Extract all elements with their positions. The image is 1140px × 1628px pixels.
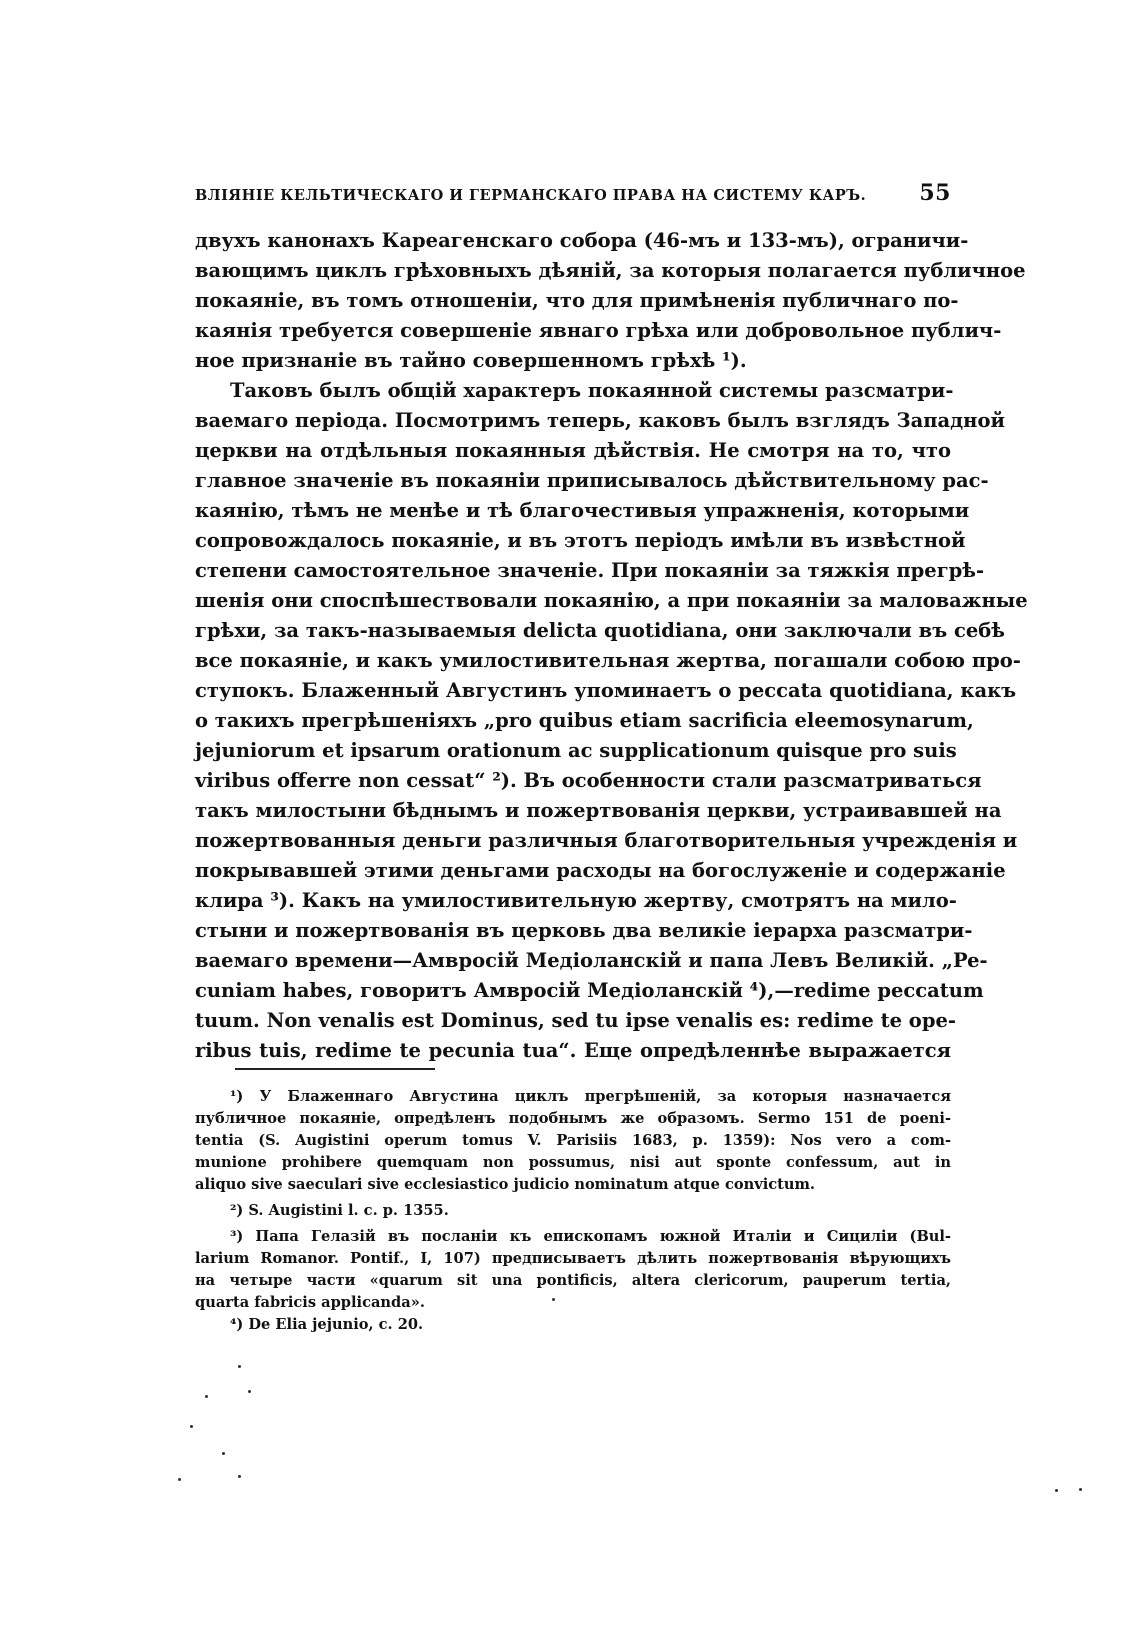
body-line: ступокъ. Блаженный Августинъ упоминаетъ о peccata quotidiana, какъ bbox=[195, 679, 1017, 702]
scan-speck bbox=[552, 1298, 555, 1301]
body-line: такъ милостыни бѣднымъ и пожертвованія церкви, устраивавшей на bbox=[195, 799, 1002, 822]
scan-speck bbox=[190, 1425, 193, 1428]
body-line: покрывавшей этими деньгами расходы на богослуженіе и содержаніе bbox=[195, 859, 1006, 882]
scan-speck bbox=[238, 1365, 241, 1368]
body-line: церкви на отдѣльныя покаянныя дѣйствія. Не смотря на то, что bbox=[195, 439, 951, 462]
body-line: ribus tuis, redime te pecunia tua“. Еще опредѣленнѣе выражается bbox=[195, 1039, 951, 1062]
footnote-line: munione prohibere quemquam non possumus, nisi aut sponte confessum, aut in bbox=[195, 1154, 951, 1171]
footnote-line: ⁴) De Elia jejunio, c. 20. bbox=[230, 1316, 424, 1333]
body-line: о такихъ прегрѣшеніяхъ „pro quibus etiam sacrificia eleemosynarum, bbox=[195, 709, 974, 732]
footnote-line: на четыре части «quarum sit una pontificis, altera clericorum, pauperum tertia, bbox=[195, 1272, 951, 1289]
body-line: Таковъ былъ общій характеръ покаянной системы разсматри- bbox=[230, 379, 954, 402]
body-line: все покаяніе, и какъ умилостивительная жертва, погашали собою про- bbox=[195, 649, 1021, 672]
body-line: tuum. Non venalis est Dominus, sed tu ipse venalis es: redime te ope- bbox=[195, 1009, 956, 1032]
footnote-line: ²) S. Augistini l. c. p. 1355. bbox=[230, 1202, 449, 1219]
footnotes bbox=[195, 1086, 951, 1336]
body-line: каянія требуется совершеніе явнаго грѣха или добровольное публич- bbox=[195, 319, 1002, 342]
footnote-divider bbox=[235, 1068, 435, 1070]
scan-speck bbox=[1079, 1488, 1082, 1491]
footnote-line: ¹) У Блаженнаго Августина циклъ прегрѣшеній, за которыя назначается bbox=[230, 1088, 951, 1105]
body-line: пожертвованныя деньги различныя благотворительныя учрежденія и bbox=[195, 829, 1018, 852]
scan-speck bbox=[1055, 1489, 1058, 1492]
footnote-line: aliquo sive saeculari sive ecclesiastico judicio nominatum atque convictum. bbox=[195, 1176, 815, 1193]
footnote-line: larium Romanor. Pontif., I, 107) предписываетъ дѣлить пожертвованія вѣрующихъ bbox=[195, 1250, 951, 1267]
body-line: клира ³). Какъ на умилостивительную жертву, смотрятъ на мило- bbox=[195, 889, 957, 912]
body-text bbox=[195, 226, 1028, 1066]
body-line: сопровождалось покаяніе, и въ этотъ періодъ имѣли въ извѣстной bbox=[195, 529, 966, 552]
body-line: двухъ канонахъ Кареагенскаго собора (46-мъ и 133-мъ), ограничи- bbox=[195, 229, 969, 252]
body-line: jejuniorum et ipsarum orationum ac supplicationum quisque pro suis bbox=[195, 739, 957, 762]
page-number: 55 bbox=[919, 180, 951, 206]
body-line: шенія они споспѣшествовали покаянію, а при покаяніи за маловажные bbox=[195, 589, 1028, 612]
body-line: ное признаніе въ тайно совершенномъ грѣхѣ ¹). bbox=[195, 349, 747, 372]
body-line: покаяніе, въ томъ отношеніи, что для примѣненія публичнаго по- bbox=[195, 289, 959, 312]
body-line: ваемаго періода. Посмотримъ теперь, каковъ былъ взглядъ Западной bbox=[195, 409, 1005, 432]
body-line: ваемаго времени—Амвросій Медіоланскій и папа Левъ Великій. „Pe- bbox=[195, 949, 988, 972]
body-line: грѣхи, за такъ-называемыя delicta quotidiana, они заключали въ себѣ bbox=[195, 619, 1005, 642]
scan-speck bbox=[248, 1390, 251, 1393]
body-line: viribus offerre non cessat“ ²). Въ особенности стали разсматриваться bbox=[195, 769, 982, 792]
scan-speck bbox=[205, 1395, 208, 1398]
running-head-title: ВЛІЯНІЕ КЕЛЬТИЧЕСКАГО И ГЕРМАНСКАГО ПРАВА НА СИСТЕМУ КАРЪ. bbox=[195, 187, 867, 204]
body-line: каянію, тѣмъ не менѣе и тѣ благочестивыя упражненія, которыми bbox=[195, 499, 970, 522]
body-line: главное значеніе въ покаяніи приписывалось дѣйствительному рас- bbox=[195, 469, 989, 492]
running-head bbox=[195, 180, 951, 206]
body-line: степени самостоятельное значеніе. При покаяніи за тяжкія прегрѣ- bbox=[195, 559, 985, 582]
footnote-line: публичное покаяніе, опредѣленъ подобнымъ же образомъ. Sermo 151 de poeni- bbox=[195, 1110, 951, 1127]
scan-speck bbox=[178, 1478, 181, 1481]
scan-speck bbox=[238, 1475, 241, 1478]
body-line: вающимъ циклъ грѣховныхъ дѣяній, за которыя полагается публичное bbox=[195, 259, 1026, 282]
footnote-line: ³) Папа Гелазій въ посланіи къ епископамъ южной Италіи и Сициліи (Bul- bbox=[230, 1228, 951, 1245]
body-line: стыни и пожертвованія въ церковь два великіе іерарха разсматри- bbox=[195, 919, 973, 942]
footnote-line: quarta fabricis applicanda». bbox=[195, 1294, 425, 1311]
body-line: cuniam habes, говоритъ Амвросій Медіоланскій ⁴),—redime peccatum bbox=[195, 979, 984, 1002]
scan-speck bbox=[222, 1452, 225, 1455]
footnote-line: tentia (S. Augistini operum tomus V. Parisiis 1683, p. 1359): Nos vero a com- bbox=[195, 1132, 951, 1149]
